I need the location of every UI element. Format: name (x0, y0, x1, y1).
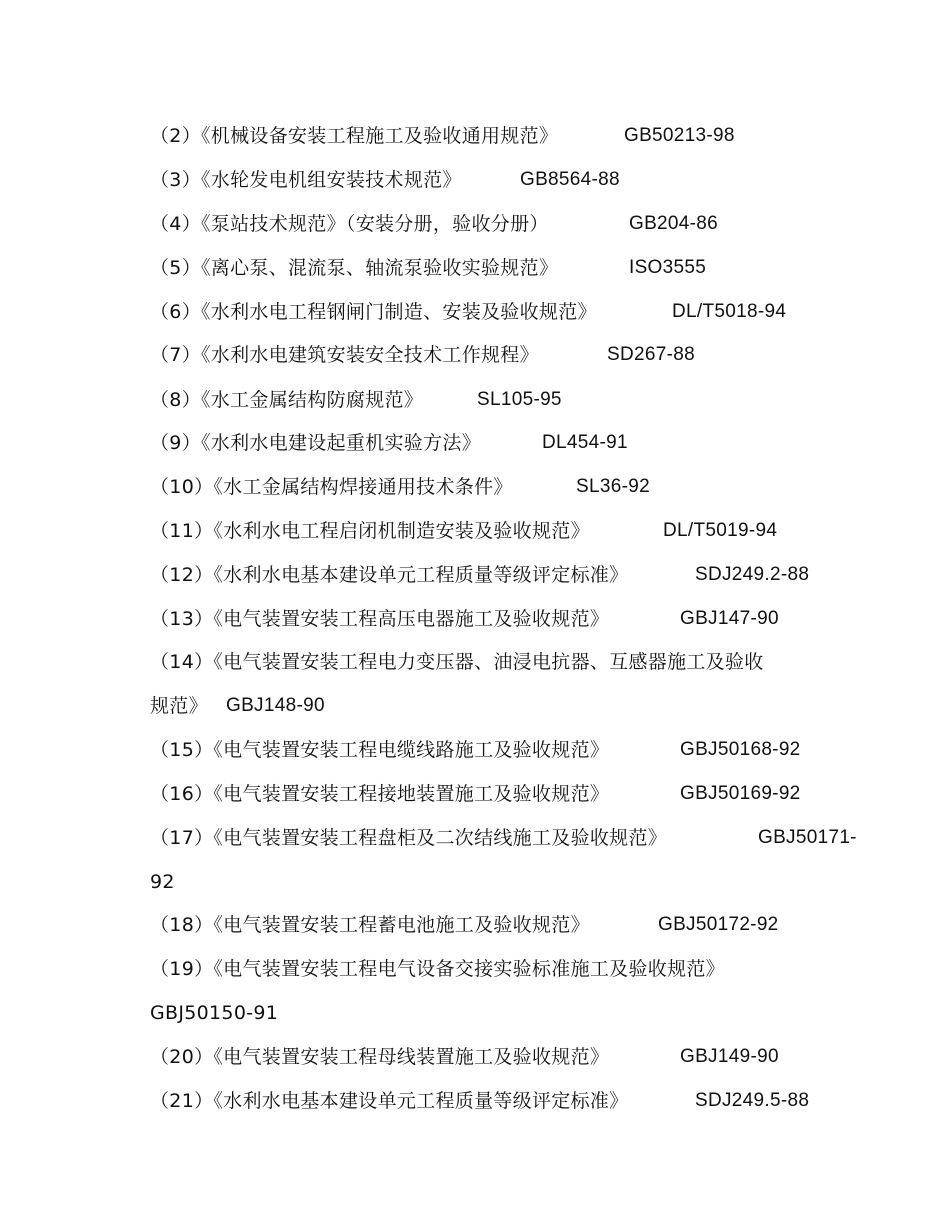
standard-code: GBJ50169-92 (680, 783, 801, 804)
standard-item (150, 738, 801, 762)
standard-title: （6）《水利水电工程钢闸门制造、安装及验收规范》 (150, 301, 597, 323)
standard-item (150, 431, 628, 455)
standard-code: GBJ50172-92 (658, 914, 779, 935)
standard-title: （20）《电气装置安装工程母线装置施工及验收规范》 (150, 1046, 610, 1068)
standard-item (150, 957, 725, 981)
standard-title: （16）《电气装置安装工程接地装置施工及验收规范》 (150, 783, 610, 805)
standard-code: GBJ50168-92 (680, 739, 801, 760)
standard-code: SL105-95 (477, 389, 562, 410)
standard-code: SDJ249.5-88 (695, 1090, 810, 1111)
standard-title: （13）《电气装置安装工程高压电器施工及验收规范》 (150, 608, 610, 630)
standard-title: （9）《水利水电建设起重机实验方法》 (150, 432, 481, 454)
standard-code: DL454-91 (542, 432, 628, 453)
standard-title: 规范》 (150, 695, 208, 717)
standard-title: （5）《离心泵、混流泵、轴流泵验收实验规范》 (150, 257, 559, 279)
standard-code: GBJ149-90 (680, 1046, 779, 1067)
standard-item (150, 475, 650, 499)
standard-title: （7）《水利水电建筑安装安全技术工作规程》 (150, 344, 539, 366)
standard-title: （14）《电气装置安装工程电力变压器、油浸电抗器、互感器施工及验收 (150, 651, 764, 673)
standard-item (150, 1089, 810, 1113)
standard-item-continuation (150, 870, 175, 894)
standard-item (150, 124, 735, 148)
standard-item (150, 1045, 779, 1069)
standard-title: 92 (150, 871, 175, 893)
standard-item (150, 212, 719, 236)
standard-title: （4）《泵站技术规范》（安装分册，验收分册） (150, 213, 549, 235)
standard-title: （15）《电气装置安装工程电缆线路施工及验收规范》 (150, 739, 610, 761)
standard-item (150, 519, 778, 543)
standard-code: DL/T5018-94 (672, 301, 787, 322)
standard-code: SL36-92 (576, 476, 650, 497)
standard-title: （8）《水工金属结构防腐规范》 (150, 389, 424, 411)
standard-title: （12）《水利水电基本建设单元工程质量等级评定标准》 (150, 564, 629, 586)
standard-item (150, 256, 707, 280)
standard-item-continuation (150, 694, 325, 718)
standard-item-continuation (150, 1001, 278, 1025)
standard-title: （11）《水利水电工程启闭机制造安装及验收规范》 (150, 520, 590, 542)
standard-code: ISO3555 (629, 257, 707, 278)
standard-item (150, 826, 857, 850)
standard-code: SD267-88 (607, 344, 695, 365)
standard-item (150, 607, 779, 631)
standard-item (150, 782, 801, 806)
standard-item (150, 343, 695, 367)
standard-title: （18）《电气装置安装工程蓄电池施工及验收规范》 (150, 914, 590, 936)
standard-code: GBJ148-90 (226, 695, 325, 716)
standard-code: GBJ147-90 (680, 608, 779, 629)
standard-title: （10）《水工金属结构焊接通用技术条件》 (150, 476, 513, 498)
standard-item (150, 563, 810, 587)
standard-title: （21）《水利水电基本建设单元工程质量等级评定标准》 (150, 1090, 629, 1112)
standard-title: GBJ50150-91 (150, 1002, 279, 1024)
standard-item (150, 388, 562, 412)
standard-item (150, 300, 787, 324)
standard-title: （17）《电气装置安装工程盘柜及二次结线施工及验收规范》 (150, 827, 668, 849)
standard-item (150, 168, 620, 192)
standard-code: GB8564-88 (520, 169, 620, 190)
standard-code: GBJ50171- (758, 827, 857, 848)
standard-code: DL/T5019-94 (663, 520, 778, 541)
standard-code: SDJ249.2-88 (695, 564, 810, 585)
standard-code: GB50213-98 (624, 125, 735, 146)
standard-item (150, 650, 764, 674)
standard-item (150, 913, 779, 937)
standard-code: GB204-86 (629, 213, 719, 234)
standard-title: （3）《水轮发电机组安装技术规范》 (150, 169, 462, 191)
standard-title: （19）《电气装置安装工程电气设备交接实验标准施工及验收规范》 (150, 958, 725, 980)
standard-title: （2）《机械设备安装工程施工及验收通用规范》 (150, 125, 559, 147)
